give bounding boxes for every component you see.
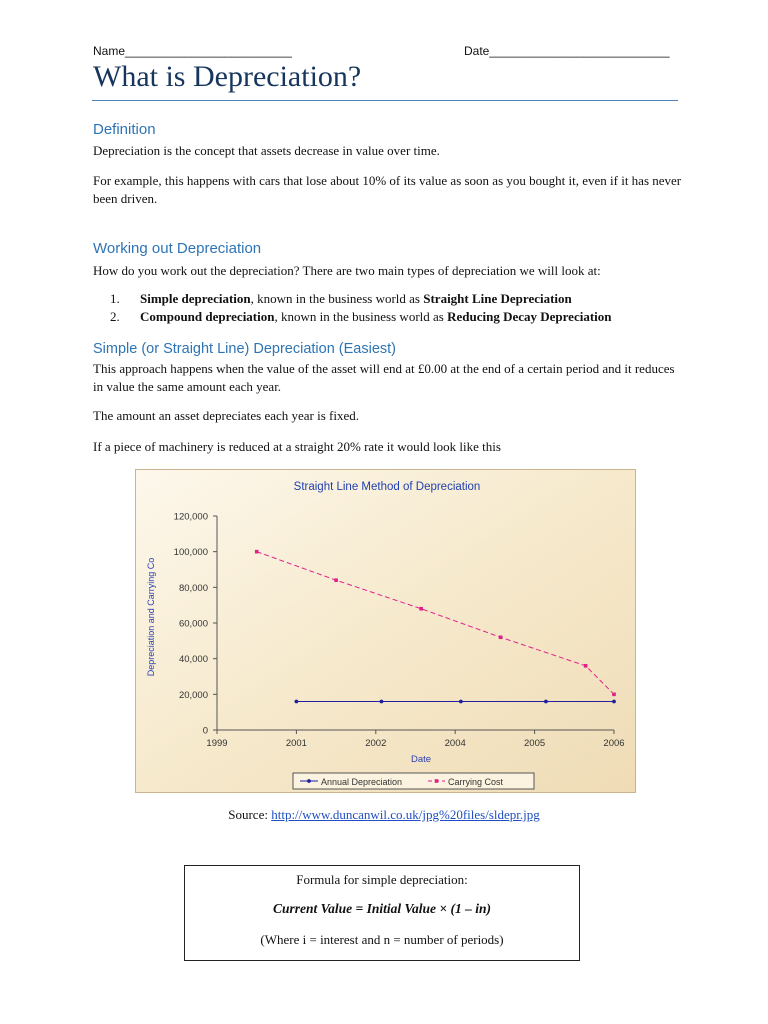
list-number: 1. — [110, 291, 120, 306]
data-point-annual-depreciation — [380, 700, 384, 704]
data-point-carrying-cost — [334, 578, 338, 582]
date-blank[interactable]: ___________________________ — [489, 44, 670, 58]
name-blank[interactable]: _________________________ — [125, 44, 292, 58]
source-label: Source: — [228, 807, 272, 822]
data-point-annual-depreciation — [459, 700, 463, 704]
depreciation-types-list — [110, 290, 690, 326]
data-point-carrying-cost — [419, 607, 423, 611]
simple-paragraph-3: If a piece of machinery is reduced at a straight 20% rate it would look like this — [93, 439, 501, 454]
legend-label-annual-depreciation: Annual Depreciation — [321, 777, 403, 787]
chart-title: Straight Line Method of Depreciation — [293, 481, 481, 493]
simple-paragraph-2: The amount an asset depreciates each year is fixed. — [93, 408, 360, 423]
x-tick-label: 1999 — [206, 738, 228, 749]
data-point-carrying-cost — [499, 635, 503, 639]
legend-marker-carrying-cost — [435, 779, 439, 783]
page-title: What is Depreciation? — [93, 60, 362, 93]
chart-x-label: Date — [410, 754, 432, 765]
list-item — [110, 308, 690, 326]
formula-title: Formula for simple depreciation: — [296, 872, 468, 887]
date-label: Date — [464, 44, 490, 58]
formula-equation: Current Value = Initial Value × (1 – in) — [273, 901, 491, 916]
definition-paragraph-2: For example, this happens with cars that lose about 10% of its value as soon as you bought it, even if it has never been driven. — [93, 173, 682, 206]
y-tick-label: 20,000 — [178, 689, 208, 701]
list-term: Compound depreciation — [140, 309, 275, 324]
working-out-intro: How do you work out the depreciation? There are two main types of depreciation we will look at: — [93, 263, 601, 278]
list-mid: , known in the business world as — [274, 309, 448, 324]
date-field — [464, 44, 670, 58]
formula-note: (Where i = interest and n = number of periods) — [260, 932, 504, 947]
list-alt-name: Reducing Decay Depreciation — [447, 309, 612, 324]
definition-paragraph-1: Depreciation is the concept that assets decrease in value over time. — [93, 143, 440, 158]
legend-label-carrying-cost: Carrying Cost — [448, 777, 504, 787]
depreciation-chart — [135, 469, 636, 793]
x-tick-label: 2002 — [365, 738, 387, 749]
y-tick-label: 80,000 — [178, 582, 208, 594]
y-tick-label: 60,000 — [178, 618, 208, 630]
list-alt-name: Straight Line Depreciation — [423, 291, 572, 306]
data-point-carrying-cost — [255, 550, 259, 554]
x-tick-label: 2006 — [603, 738, 625, 749]
x-tick-label: 2005 — [524, 738, 546, 749]
data-point-annual-depreciation — [612, 700, 616, 704]
name-field — [93, 44, 292, 58]
title-divider — [92, 100, 678, 101]
working-out-heading: Working out Depreciation — [93, 240, 262, 257]
data-point-annual-depreciation — [295, 700, 299, 704]
y-tick-label: 120,000 — [173, 511, 208, 523]
formula-box — [184, 865, 580, 961]
chart-y-label: Depreciation and Carrying Co — [146, 557, 156, 677]
simple-paragraph-1: This approach happens when the value of the asset will end at £0.00 at the end of a certain period and it reduces in value the same amount each year. — [93, 361, 675, 394]
list-mid: , known in the business world as — [250, 291, 424, 306]
x-tick-label: 2001 — [285, 738, 307, 749]
list-term: Simple depreciation — [140, 291, 251, 306]
chart-legend — [293, 773, 534, 789]
list-item — [110, 290, 690, 308]
definition-heading: Definition — [93, 121, 156, 138]
source-link[interactable]: http://www.duncanwil.co.uk/jpg%20files/sldepr.jpg — [271, 807, 540, 822]
simple-depreciation-heading: Simple (or Straight Line) Depreciation (Easiest) — [93, 341, 397, 357]
data-point-carrying-cost — [612, 693, 616, 697]
x-tick-label: 2004 — [444, 738, 466, 749]
y-tick-label: 40,000 — [178, 654, 208, 666]
list-number: 2. — [110, 309, 120, 324]
image-source — [0, 806, 768, 824]
y-tick-label: 0 — [202, 725, 208, 737]
name-label: Name — [93, 44, 126, 58]
legend-marker-annual-depreciation — [307, 779, 311, 783]
y-tick-label: 100,000 — [173, 547, 208, 559]
data-point-annual-depreciation — [544, 700, 548, 704]
data-point-carrying-cost — [584, 664, 588, 668]
